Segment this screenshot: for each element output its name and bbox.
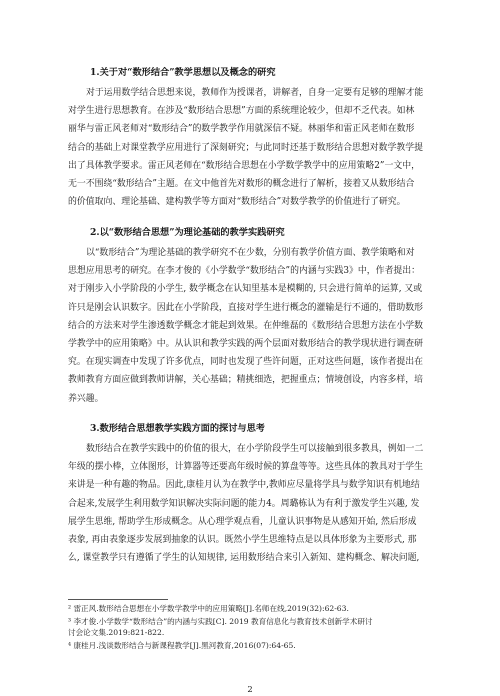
paragraph-line: 养兴趣。	[68, 393, 104, 404]
paragraph-line: 对于运用数学结合思想来说，教师作为授课者，讲解者，自身一定要有足够的理解才能	[86, 88, 424, 98]
footnote-3	[68, 617, 430, 638]
section-3-heading: 3.数形结合思想教学实践方面的探讨与思考	[90, 423, 265, 434]
section-2-heading: 2.以“数形结合思想”为理论基础的教学实践研究	[90, 227, 285, 238]
paragraph-line: 对学生进行思想教育。在涉及“数形结合思想”方面的系统理论较少，但却不乏代表。如林	[68, 106, 415, 117]
paragraph-line: 丽华与雷正风老师对“数形结合”的数学教学作用就深信不疑。林丽华和雷正风老师在数形	[68, 124, 415, 135]
footnote-line: ² 雷正风.数形结合思想在小学数学教学中的应用策略[J].名师在线,2019(32):62-63.	[68, 604, 349, 613]
paragraph-line: 出了具体教学要求。雷正风老师在“数形结合思想在小学数学教学中的应用策略2”一文中，	[68, 160, 420, 171]
paragraph-line: 展学生思维, 帮助学生形成概念。从心理学观点看，儿童认识事物是从感知开始, 然后形成	[68, 516, 417, 527]
paragraph-line: 表象, 再由表象逐步发展到抽象的认识。既然小学生思维特点是以具体形象为主要形式, 那	[68, 534, 417, 545]
paragraph-line: 的价值取向、理论基础、建构教学等方面对“数形结合”对数学教学的价值进行了研究。	[68, 197, 406, 208]
paragraph-line: 究。在现实调查中发现了许多优点，同时也发现了些许问题，正对这些问题，该作者提出在	[68, 357, 423, 368]
paragraph-line: 么, 课堂教学只有遵循了学生的认知规律, 运用数形结合来引入新知、建构概念、解决问题,	[68, 553, 420, 564]
paragraph-line: 教师教育方面应做到教师讲解，关心基础；精挑细选，把握重点；情境创设，内容多样，培	[68, 375, 423, 386]
paragraph-line: 无一不围绕“数形结合”主题。在文中他首先对数形的概念进行了解析，接着又从数形结合	[68, 178, 415, 189]
footnote-line: 讨会论文集.2019:821-822.	[68, 627, 165, 637]
footnote-line: ³ 李才俊.小学数学“数形结合”的内涵与实践[C]. 2019 教育信息化与教育技术创新学术研讨	[68, 617, 373, 626]
section-1-heading: 1.关于对“数形结合”教学思想以及概念的研究	[90, 67, 276, 78]
paragraph-line: 年级的摆小棒，立体图形，计算器等还要高年级时候的算盘等等。这些具体的教具对于学生	[68, 462, 423, 473]
paragraph-line: 对于刚步入小学阶段的小学生, 数学概念在认知里基本是模糊的, 只会进行简单的运算, 又或	[68, 284, 423, 295]
section-2-paragraph	[68, 244, 428, 408]
paragraph-line: 许只是刚会认识数字。因此在小学阶段，直接对学生进行概念的灌输是行不通的，借助数形	[68, 302, 423, 313]
section-1-paragraph	[68, 84, 428, 211]
page-number: 2	[247, 684, 253, 694]
paragraph-line: 以“数形结合”为理论基础的教学研究不在少数，分别有教学价值方面、教学策略和对	[86, 248, 415, 258]
paragraph-line: 结合的方法来对学生渗透数学概念才能起到效果。在仲维磊的《数形结合思想方法在小学数	[68, 320, 423, 331]
paragraph-line: 数形结合在教学实践中的价值的很大，在小学阶段学生可以接触到很多教具，例如一二	[86, 444, 424, 454]
paragraph-line: 结合的基础上对课堂教学应用进行了深刻研究；与此同时还基于数形结合思想对数学教学提	[68, 142, 423, 153]
footnote-separator	[68, 599, 168, 600]
paragraph-line: 来讲是一种有趣的物品。因此,康桂月认为在教学中,教师应尽量将学具与数学知识有机地结	[68, 480, 420, 491]
footnote-2	[68, 604, 430, 615]
paragraph-line: 合起来,发展学生利用数学知识解决实际问题的能力4。周璐栋认为有利于激发学生兴趣, 发	[68, 498, 420, 509]
paragraph-line: 学教学中的应用策略》中。从认识和教学实践的两个层面对数形结合的教学现状进行调查研	[68, 338, 423, 349]
footnote-4	[68, 641, 430, 652]
section-3-paragraph	[68, 440, 428, 567]
paragraph-line: 思想应用思考的研究。在李才俊的《小学数学“数形结合”的内涵与实践3》中，作者提出：	[68, 266, 420, 277]
footnote-line: ⁴ 康桂月.浅谈数形结合与新课程教学[J].黑河教育,2016(07):64-65.	[68, 641, 296, 650]
